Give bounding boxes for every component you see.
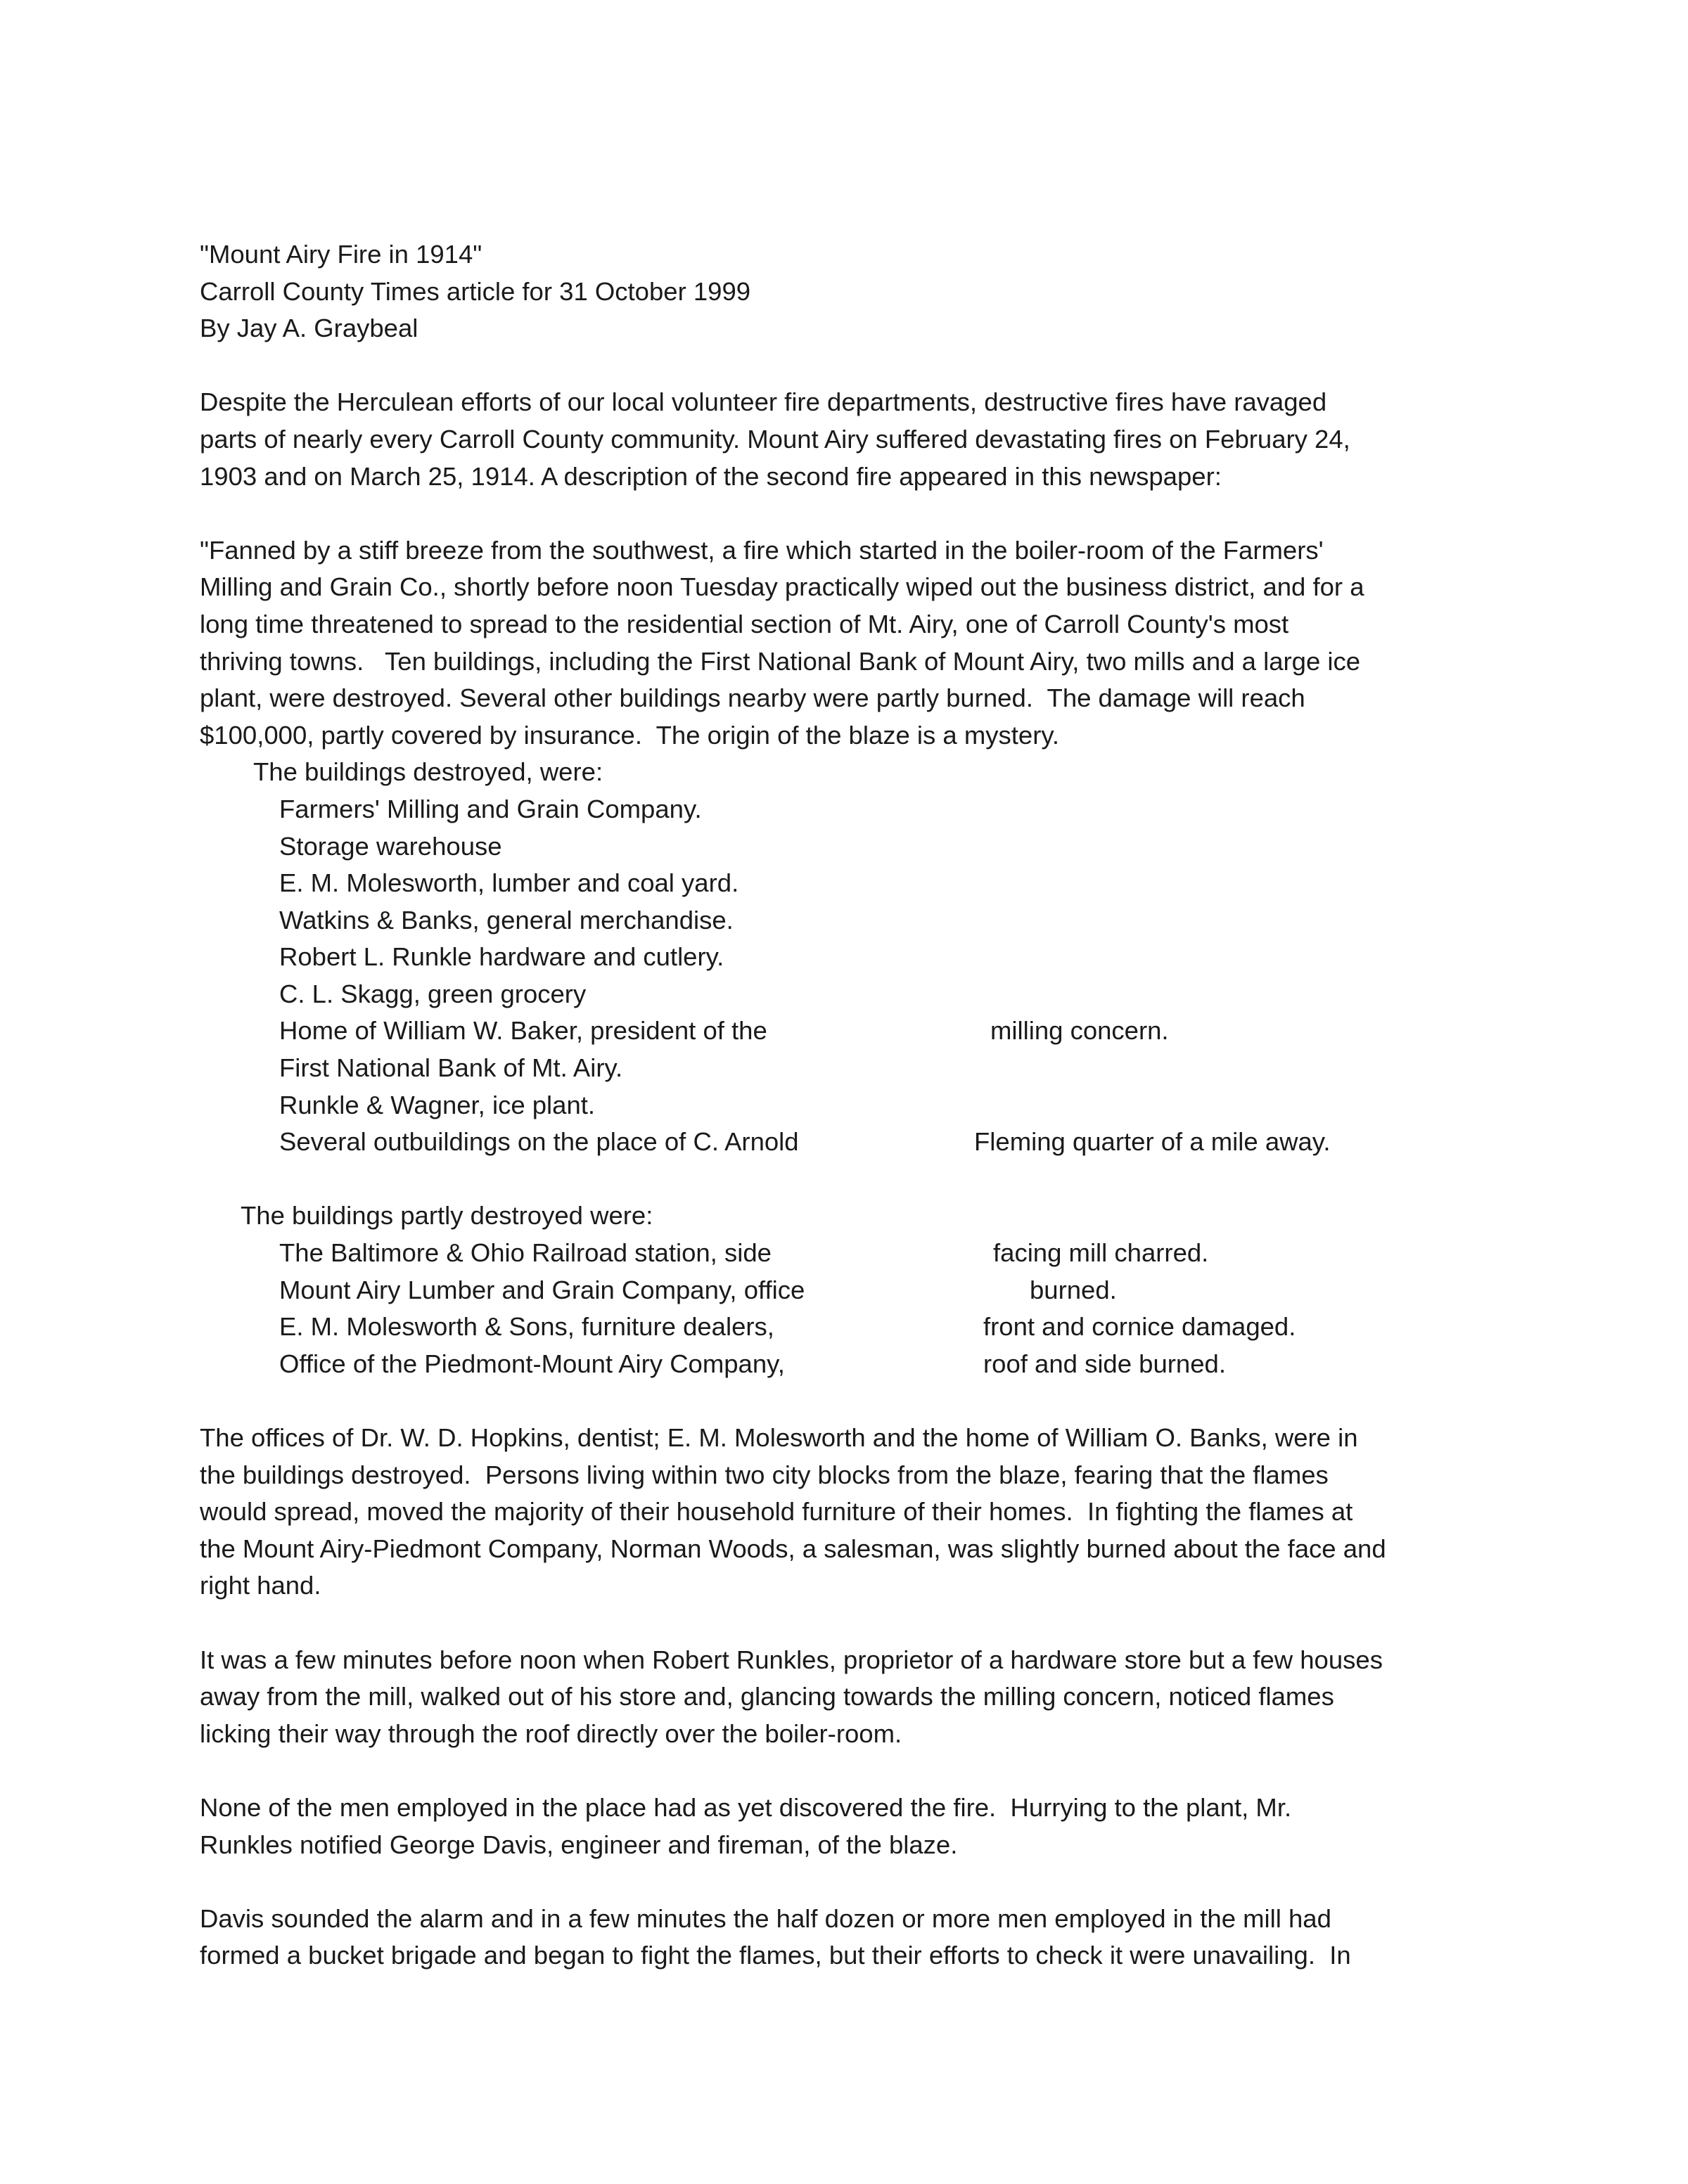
text-line: long time threatened to spread to the residential section of Mt. Airy, one of Carroll County's most (200, 609, 1289, 638)
paragraph-gap (200, 1382, 1522, 1420)
text-line: The offices of Dr. W. D. Hopkins, dentist; E. M. Molesworth and the home of William O. Banks, were in (200, 1423, 1358, 1452)
text-line: It was a few minutes before noon when Robert Runkles, proprietor of a hardware store but a few houses (200, 1645, 1383, 1674)
paragraph-gap (200, 1752, 1522, 1790)
text-line: right hand. (200, 1571, 321, 1600)
paragraph-gap (200, 1161, 1522, 1198)
text-line: parts of nearly every Carroll County community. Mount Airy suffered devastating fires on February 24, (200, 424, 1350, 454)
list-item-text: Watkins & Banks, general merchandise. (279, 905, 734, 934)
text-line: Runkles notified George Davis, engineer and fireman, of the blaze. (200, 1830, 958, 1859)
list-item-text: Storage warehouse (279, 831, 502, 861)
list-item-text: Home of William W. Baker, president of the (279, 1016, 767, 1046)
list-item-text: Farmers' Milling and Grain Company. (279, 794, 702, 823)
list-item (200, 1346, 1522, 1383)
text-line: plant, were destroyed. Several other buildings nearby were partly burned. The damage will reach (200, 683, 1305, 713)
offices-paragraph (200, 1420, 1522, 1605)
list-item-text: C. L. Skagg, green grocery (279, 979, 587, 1008)
list-item-text: The Baltimore & Ohio Railroad station, side (279, 1238, 772, 1268)
list-item-text: Runkle & Wagner, ice plant. (279, 1090, 596, 1119)
list-item-continuation: roof and side burned. (983, 1349, 1226, 1378)
list-item-continuation: Fleming quarter of a mile away. (974, 1127, 1331, 1157)
list-item-continuation: milling concern. (990, 1016, 1169, 1046)
text-line: $100,000, partly covered by insurance. The origin of the blaze is a mystery. (200, 720, 1060, 750)
text-line: "Fanned by a stiff breeze from the southwest, a fire which started in the boiler-room of the Farmers' (200, 535, 1324, 565)
list-item-continuation: facing mill charred. (993, 1238, 1209, 1268)
article-source: Carroll County Times article for 31 October 1999 (200, 276, 751, 306)
partly-destroyed-list (200, 1197, 1522, 1382)
intro-paragraph (200, 384, 1522, 495)
article-byline: By Jay A. Graybeal (200, 314, 418, 343)
list-item (200, 828, 1522, 866)
list-item (200, 791, 1522, 828)
document-page (200, 236, 1522, 2036)
article-title: "Mount Airy Fire in 1914" (200, 240, 482, 269)
list-item-text: Mount Airy Lumber and Grain Company, office (279, 1275, 805, 1304)
quote-paragraph (200, 532, 1522, 754)
text-line: 1903 and on March 25, 1914. A description of the second fire appeared in this newspaper: (200, 461, 1222, 491)
list-item-text: First National Bank of Mt. Airy. (279, 1053, 623, 1083)
list-item-continuation: burned. (1030, 1275, 1117, 1304)
text-line: formed a bucket brigade and began to fight the flames, but their efforts to check it were unavailing. In (200, 1941, 1351, 1970)
list-item (200, 1309, 1522, 1346)
paragraph-gap (200, 1863, 1522, 1901)
list-item-text: E. M. Molesworth & Sons, furniture dealers, (279, 1312, 774, 1342)
list-item-continuation: front and cornice damaged. (983, 1312, 1296, 1342)
davis-paragraph (200, 1901, 1522, 1974)
discovery-paragraph (200, 1790, 1522, 1863)
list-item-text: E. M. Molesworth, lumber and coal yard. (279, 868, 739, 898)
paragraph-gap (200, 1605, 1522, 1642)
list-item (200, 1050, 1522, 1087)
text-line: None of the men employed in the place had as yet discovered the fire. Hurrying to the plant, Mr. (200, 1792, 1292, 1822)
runkles-paragraph (200, 1642, 1522, 1753)
text-line: Milling and Grain Co., shortly before noon Tuesday practically wiped out the business district, and for a (200, 572, 1364, 602)
list-item-text: Several outbuildings on the place of C. Arnold (279, 1127, 799, 1157)
text-line: away from the mill, walked out of his store and, glancing towards the milling concern, noticed flames (200, 1682, 1334, 1711)
list-item (200, 1087, 1522, 1124)
list-item-text: Office of the Piedmont-Mount Airy Company, (279, 1349, 785, 1378)
paragraph-gap (200, 495, 1522, 532)
destroyed-heading: The buildings destroyed, were: (253, 757, 603, 787)
text-line: Davis sounded the alarm and in a few minutes the half dozen or more men employed in the mill had (200, 1903, 1331, 1933)
list-item (200, 902, 1522, 939)
list-item-text: Robert L. Runkle hardware and cutlery. (279, 942, 724, 972)
text-line: Despite the Herculean efforts of our local volunteer fire departments, destructive fires have ravaged (200, 387, 1327, 417)
list-item (200, 1124, 1522, 1161)
list-item (200, 1272, 1522, 1309)
list-item (200, 865, 1522, 902)
text-line: the buildings destroyed. Persons living within two city blocks from the blaze, fearing that the flames (200, 1460, 1329, 1489)
article-header (200, 236, 1522, 347)
paragraph-gap (200, 347, 1522, 385)
partly-destroyed-heading: The buildings partly destroyed were: (241, 1201, 653, 1231)
text-line: licking their way through the roof directly over the boiler-room. (200, 1719, 902, 1748)
text-line: would spread, moved the majority of their household furniture of their homes. In fighting the flames at (200, 1497, 1353, 1527)
destroyed-list (200, 754, 1522, 1161)
list-item (200, 939, 1522, 976)
list-item (200, 976, 1522, 1013)
text-line: thriving towns. Ten buildings, including the First National Bank of Mount Airy, two mills and a large ice (200, 646, 1361, 676)
list-item (200, 1235, 1522, 1272)
text-line: the Mount Airy-Piedmont Company, Norman Woods, a salesman, was slightly burned about the face and (200, 1534, 1386, 1563)
list-item (200, 1013, 1522, 1050)
